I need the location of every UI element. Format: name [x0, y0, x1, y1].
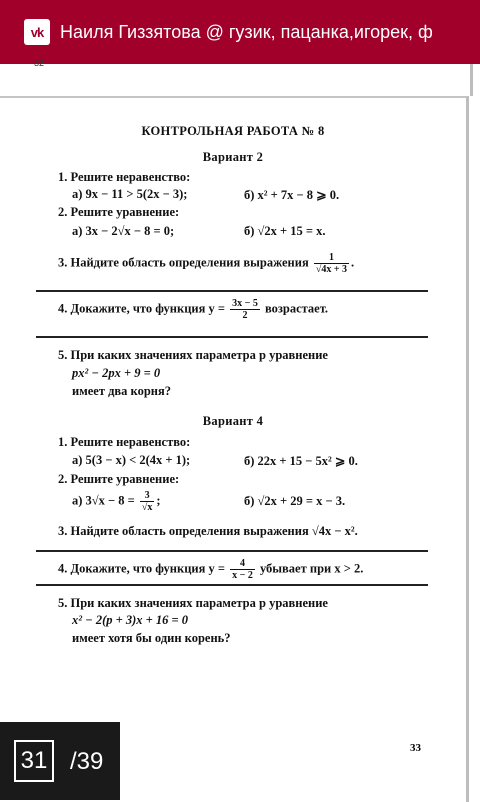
fraction-numerator: 3	[140, 490, 155, 502]
total-pages: /39	[70, 748, 104, 775]
v4-task-4-tail: убывает при x > 2.	[259, 561, 364, 576]
previous-page-edge	[0, 64, 473, 96]
v4-task-5a: 5. При каких значениях параметра p уравнение	[58, 596, 328, 610]
conversation-title: Наиля Гиззятова @ гузик, пацанка,игорек, ф	[60, 21, 433, 42]
fraction-numerator: 4	[230, 558, 255, 570]
v4-task-1a: а) 5(3 − x) < 2(4x + 1);	[72, 453, 191, 467]
v2-task-3-fraction	[314, 252, 349, 275]
v4-task-2a: а) 3√x − 8 = $\frac{3}{√x}$ ;	[72, 490, 161, 513]
divider	[36, 290, 428, 292]
page-counter[interactable]	[0, 722, 120, 800]
v4-task-5b: x² − 2(p + 3)x + 16 = 0	[72, 613, 189, 627]
v2-task-2: 2. Решите уравнение:	[58, 205, 180, 219]
v4-task-1: 1. Решите неравенство:	[58, 435, 191, 449]
v4-task-4	[58, 558, 363, 581]
v4-task-4-fraction	[230, 558, 255, 581]
current-page-input[interactable]: 31	[14, 740, 54, 782]
v2-task-1: 1. Решите неравенство:	[58, 170, 191, 184]
document-page[interactable]	[0, 96, 469, 802]
v2-task-3: 3. Найдите область определения выражения $\frac{1}{√4x + 3}$ .	[58, 252, 355, 275]
v2-task-4-text: 4. Докажите, что функция y =	[58, 301, 225, 316]
variant-4-heading: Вариант 4	[202, 414, 264, 428]
v4-task-3: 3. Найдите область определения выражения √4x − x².	[58, 524, 358, 538]
v2-task-2b: б) √2x + 15 = x.	[244, 224, 326, 238]
v2-task-5b: px² − 2px + 9 = 0	[72, 366, 161, 380]
v4-task-2a-fraction	[140, 490, 155, 513]
v4-task-4-text: 4. Докажите, что функция y =	[58, 561, 225, 576]
previous-page-number: 32	[34, 58, 45, 68]
vk-logo-icon: vk	[24, 19, 50, 45]
fraction-denominator: 2	[242, 310, 248, 321]
page-title: КОНТРОЛЬНАЯ РАБОТА № 8	[141, 124, 325, 138]
app-title-bar	[0, 0, 480, 64]
v2-task-1a: а) 9x − 11 > 5(2x − 3);	[72, 187, 188, 201]
divider	[36, 550, 428, 552]
page-number: 33	[410, 742, 421, 754]
v2-task-1b: б) x² + 7x − 8 ⩾ 0.	[244, 188, 340, 202]
variant-2-heading: Вариант 2	[202, 150, 264, 164]
v4-task-1b: б) 22x + 15 − 5x² ⩾ 0.	[244, 454, 358, 468]
fraction-denominator: √4x + 3	[315, 264, 348, 275]
v2-task-4	[58, 298, 328, 321]
v2-task-5a: 5. При каких значениях параметра p уравнение	[58, 348, 328, 362]
v4-task-2: 2. Решите уравнение:	[58, 472, 180, 486]
fraction-numerator: 1	[314, 252, 349, 264]
v2-task-2a: а) 3x − 2√x − 8 = 0;	[72, 224, 175, 238]
v4-task-2a-text: а) 3√x − 8 =	[72, 493, 135, 508]
divider	[36, 584, 428, 586]
v2-task-5c: имеет два корня?	[72, 384, 171, 398]
v4-task-2b: б) √2x + 29 = x − 3.	[244, 494, 346, 508]
divider	[36, 336, 428, 338]
fraction-numerator: 3x − 5	[232, 298, 258, 309]
fraction-denominator: x − 2	[232, 570, 253, 581]
v2-task-4-fraction	[230, 298, 260, 321]
v4-task-5c: имеет хотя бы один корень?	[72, 631, 231, 645]
v2-task-3-text: 3. Найдите область определения выражения	[58, 255, 309, 270]
v2-task-4-tail: возрастает.	[264, 301, 329, 316]
fraction-denominator: √x	[141, 502, 153, 513]
